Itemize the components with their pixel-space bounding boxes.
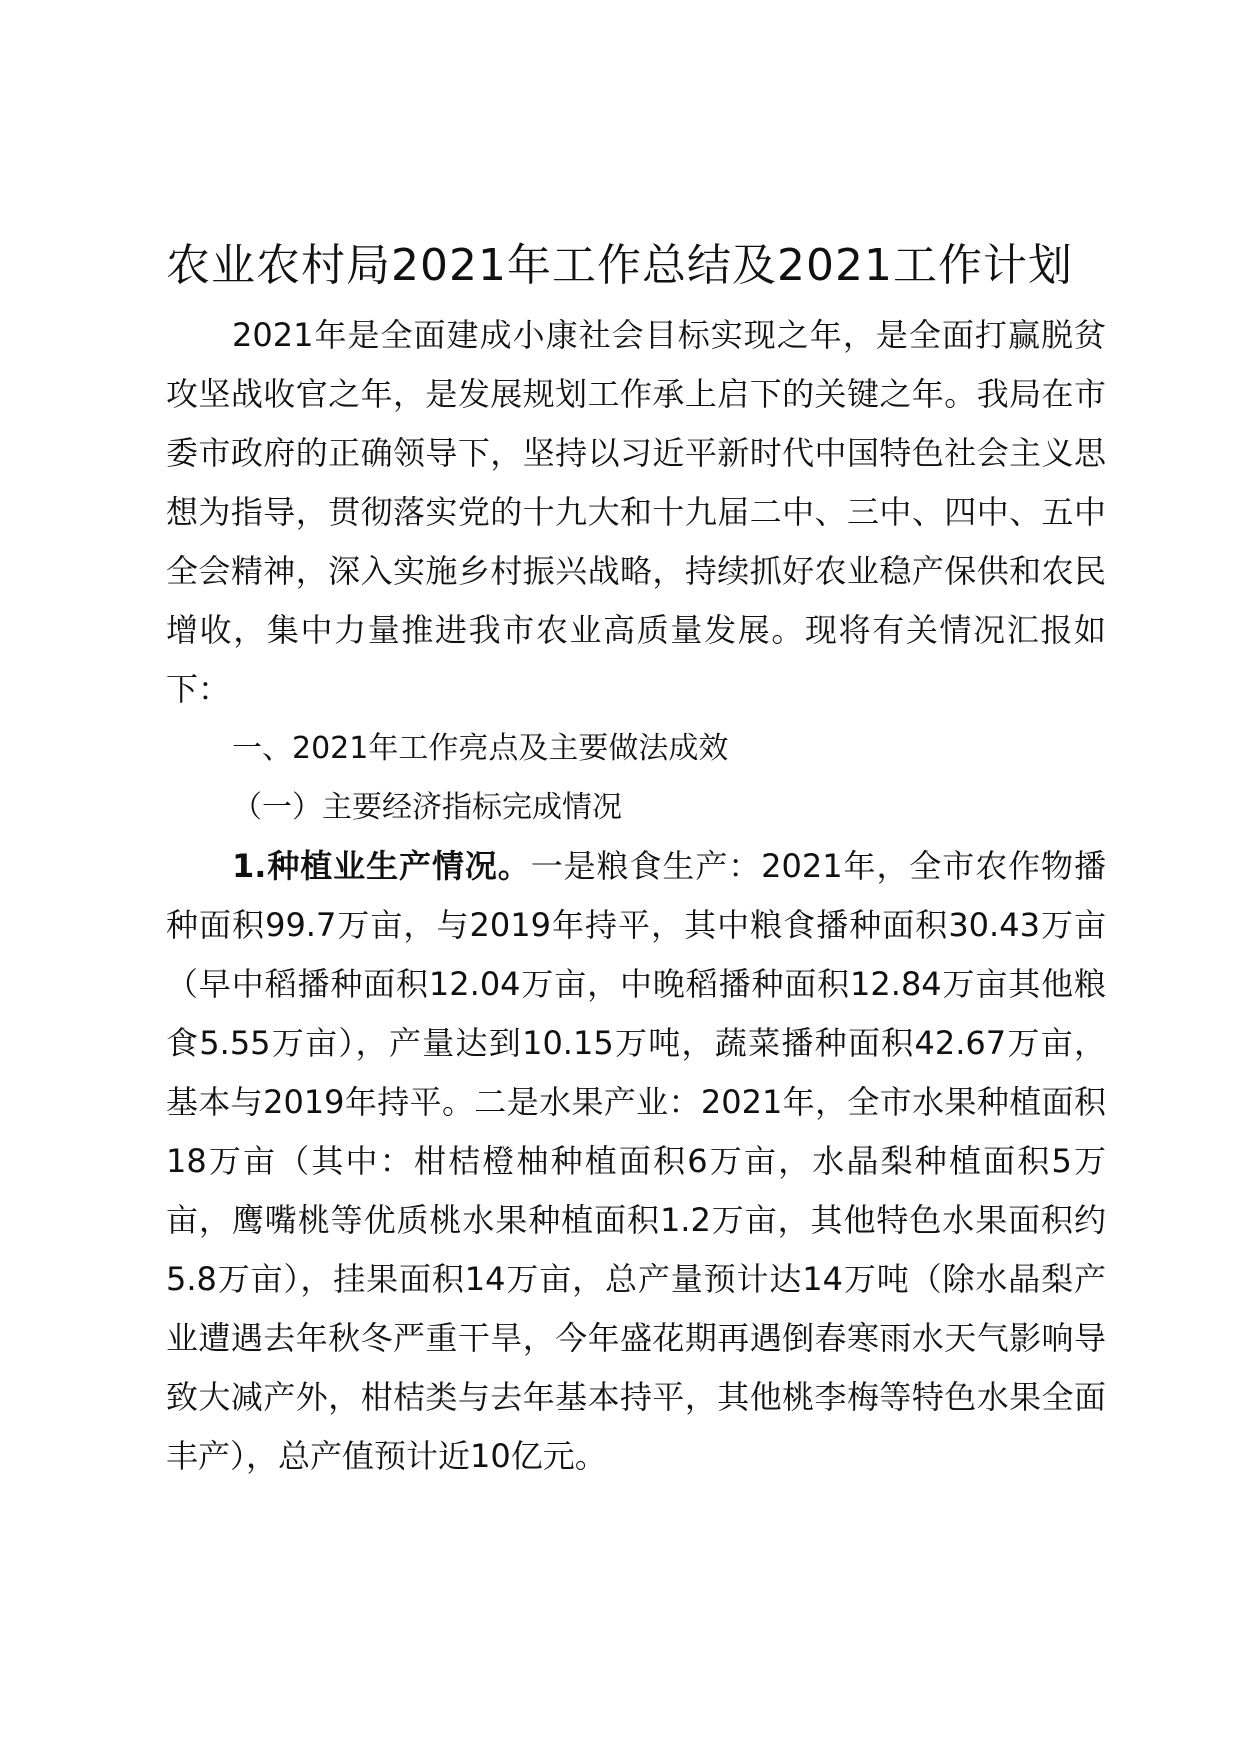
document-page — [166, 236, 1106, 1486]
subsection-heading: （一）主要经济指标完成情况 — [232, 790, 622, 825]
intro-paragraph: 2021年是全面建成小康社会目标实现之年，是全面打赢脱贫攻坚战收官之年，是发展规划工作承上启下的关键之年。我局在市委市政府的正确领导下，坚持以习近平新时代中国特色社会主义思想为指导，贯彻落实党的十九大和十九届二中、三中、四中、五中全会精神，深入实施乡村振兴战略，持续抓好农业稳产保供和农民增收，集中力量推进我市农业高质量发展。现将有关情况汇报如下： — [166, 316, 1106, 708]
item-paragraph — [166, 837, 1106, 1486]
document-title: 农业农村局2021年工作总结及2021工作计划 — [166, 240, 1073, 291]
section-heading: 一、2021年工作亮点及主要做法成效 — [232, 731, 729, 766]
item-text: 一是粮食生产：2021年，全市农作物播种面积99.7万亩，与2019年持平，其中粮食播种面积30.43万亩（早中稻播种面积12.04万亩，中晚稻播种面积12.84万亩其他粮食5.55万亩），产量达到10.15万吨，蔬菜播种面积42.67万亩，基本与2019年持平。二是水果产业：2021年，全市水果种植面积18万亩（其中：柑桔橙柚种植面积6万亩，水晶梨种植面积5万亩，鹰嘴桃等优质桃水果种植面积1.2万亩，其他特色水果面积约5.8万亩），挂果面积14万亩，总产量预计达14万吨（除水晶梨产业遭遇去年秋冬严重干旱，今年盛花期再遇倒春寒雨水天气影响导致大减产外，柑桔类与去年基本持平，其他桃李梅等特色水果全面丰产），总产值预计近10亿元。 — [166, 847, 1106, 1475]
item-lead: 1.种植业生产情况。 — [232, 847, 531, 885]
